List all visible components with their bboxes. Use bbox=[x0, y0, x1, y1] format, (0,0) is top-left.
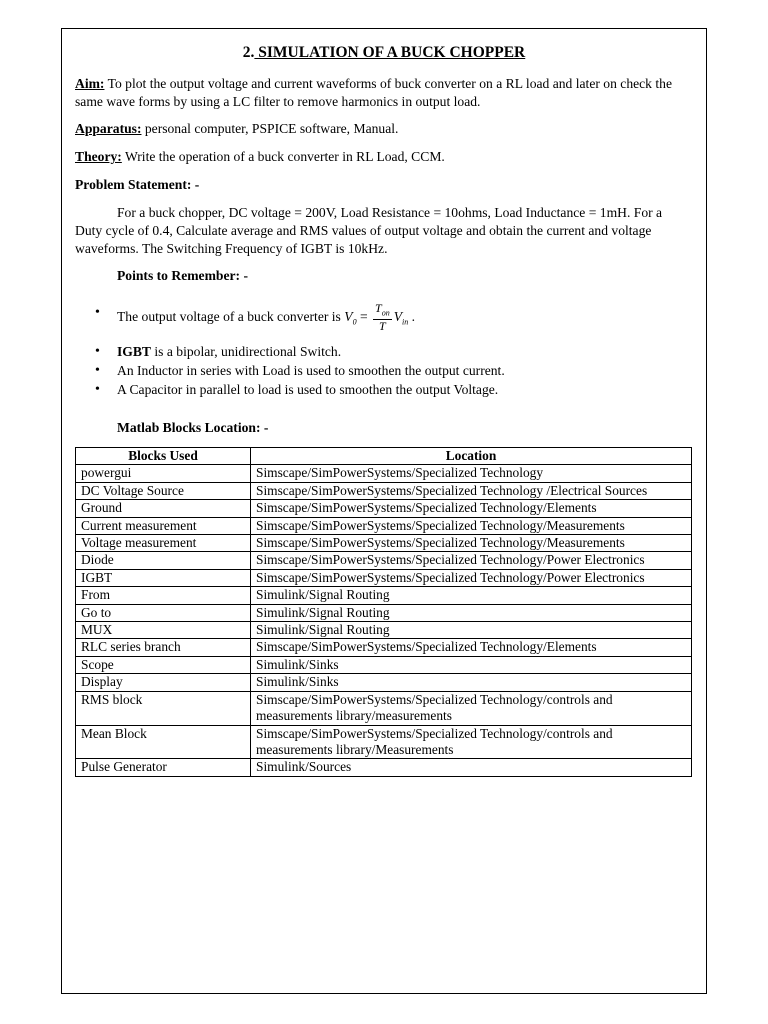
list-item: • An Inductor in series with Load is used to smoothen the output current. bbox=[75, 361, 675, 380]
table-row bbox=[76, 535, 692, 552]
block-location-cell: Simscape/SimPowerSystems/Specialized Technology/Elements bbox=[251, 500, 692, 517]
theory-paragraph bbox=[75, 148, 690, 166]
problem-text: For a buck chopper, DC voltage = 200V, Load Resistance = 10ohms, Load Inductance = 1mH. For a Duty cycle of 0.4, Calculate average and RMS values of output voltage and obtain the current and voltage waveforms. The Switching Frequency of IGBT is 10kHz. bbox=[75, 205, 663, 256]
page-title bbox=[0, 44, 768, 62]
table-row bbox=[76, 552, 692, 569]
apparatus-text: personal computer, PSPICE software, Manual. bbox=[141, 121, 399, 136]
block-location-cell: Simscape/SimPowerSystems/Specialized Technology/controls and measurements library/measurements bbox=[251, 691, 692, 725]
formula-rhs: $V_{in}$ bbox=[393, 308, 409, 327]
apparatus-label: Apparatus: bbox=[75, 121, 142, 136]
theory-text: Write the operation of a buck converter in RL Load, CCM. bbox=[121, 149, 445, 164]
table-row bbox=[76, 465, 692, 482]
title-text: SIMULATION OF A BUCK CHOPPER bbox=[254, 44, 526, 61]
block-name-cell: Current measurement bbox=[76, 517, 251, 534]
block-name-cell: From bbox=[76, 587, 251, 604]
igbt-text: is a bipolar, unidirectional Switch. bbox=[151, 343, 342, 359]
table-row bbox=[76, 656, 692, 673]
block-name-cell: RMS block bbox=[76, 691, 251, 725]
block-name-cell: MUX bbox=[76, 622, 251, 639]
block-name-cell: DC Voltage Source bbox=[76, 482, 251, 499]
block-location-cell: Simscape/SimPowerSystems/Specialized Technology/controls and measurements library/Measurements bbox=[251, 725, 692, 759]
block-name-cell: RLC series branch bbox=[76, 639, 251, 656]
block-location-cell: Simulink/Signal Routing bbox=[251, 604, 692, 621]
block-location-cell: Simscape/SimPowerSystems/Specialized Technology/Elements bbox=[251, 639, 692, 656]
block-location-cell: Simscape/SimPowerSystems/Specialized Technology/Power Electronics bbox=[251, 552, 692, 569]
table-row bbox=[76, 639, 692, 656]
formula-eq: = bbox=[356, 308, 372, 324]
table-row bbox=[76, 622, 692, 639]
table-row bbox=[76, 725, 692, 759]
table-row bbox=[76, 674, 692, 691]
block-name-cell: Voltage measurement bbox=[76, 535, 251, 552]
points-heading: Points to Remember: - bbox=[117, 268, 248, 283]
points-list bbox=[75, 302, 675, 399]
block-location-cell: Simscape/SimPowerSystems/Specialized Technology/Power Electronics bbox=[251, 569, 692, 586]
table-body bbox=[76, 465, 692, 776]
block-name-cell: powergui bbox=[76, 465, 251, 482]
igbt-bold: IGBT bbox=[117, 343, 151, 359]
block-name-cell: Ground bbox=[76, 500, 251, 517]
block-location-cell: Simscape/SimPowerSystems/Specialized Technology/Measurements bbox=[251, 535, 692, 552]
block-location-cell: Simulink/Sinks bbox=[251, 656, 692, 673]
block-location-cell: Simulink/Sinks bbox=[251, 674, 692, 691]
list-item bbox=[75, 342, 675, 361]
block-name-cell: Pulse Generator bbox=[76, 759, 251, 776]
aim-label: Aim: bbox=[75, 76, 105, 91]
apparatus-paragraph bbox=[75, 120, 690, 138]
table-row bbox=[76, 587, 692, 604]
table-row bbox=[76, 517, 692, 534]
table-row bbox=[76, 500, 692, 517]
block-name-cell: Display bbox=[76, 674, 251, 691]
title-number: 2. bbox=[242, 44, 255, 61]
block-location-cell: Simulink/Signal Routing bbox=[251, 587, 692, 604]
aim-text: To plot the output voltage and current waveforms of buck converter on a RL load and later on check the same wave forms by using a LC filter to remove harmonics in output load. bbox=[75, 76, 672, 109]
table-header-row bbox=[76, 448, 692, 465]
blocks-table bbox=[75, 447, 692, 777]
block-location-cell: Simulink/Signal Routing bbox=[251, 622, 692, 639]
formula-intro: The output voltage of a buck converter is bbox=[117, 308, 345, 324]
formula-lhs: $V_0$ bbox=[344, 308, 357, 327]
list-item: • A Capacitor in parallel to load is used to smoothen the output Voltage. bbox=[75, 380, 675, 399]
table-row bbox=[76, 482, 692, 499]
formula-end: . bbox=[408, 308, 416, 324]
col-header-location: Location bbox=[251, 448, 692, 465]
aim-paragraph bbox=[75, 75, 690, 111]
block-location-cell: Simscape/SimPowerSystems/Specialized Technology/Measurements bbox=[251, 517, 692, 534]
block-location-cell: Simulink/Sources bbox=[251, 759, 692, 776]
block-name-cell: IGBT bbox=[76, 569, 251, 586]
theory-label: Theory: bbox=[75, 149, 122, 164]
table-row bbox=[76, 691, 692, 725]
table-row bbox=[76, 569, 692, 586]
problem-heading: Problem Statement: - bbox=[75, 177, 200, 192]
col-header-blocks: Blocks Used bbox=[76, 448, 251, 465]
matlab-heading: Matlab Blocks Location: - bbox=[117, 420, 269, 435]
block-name-cell: Go to bbox=[76, 604, 251, 621]
block-name-cell: Mean Block bbox=[76, 725, 251, 759]
block-name-cell: Diode bbox=[76, 552, 251, 569]
list-item bbox=[75, 302, 675, 334]
table-row bbox=[76, 759, 692, 776]
block-location-cell: Simscape/SimPowerSystems/Specialized Technology bbox=[251, 465, 692, 482]
formula-fraction: $\frac{T_{on}}{T}$ bbox=[375, 301, 390, 334]
table-row bbox=[76, 604, 692, 621]
block-name-cell: Scope bbox=[76, 656, 251, 673]
block-location-cell: Simscape/SimPowerSystems/Specialized Technology /Electrical Sources bbox=[251, 482, 692, 499]
